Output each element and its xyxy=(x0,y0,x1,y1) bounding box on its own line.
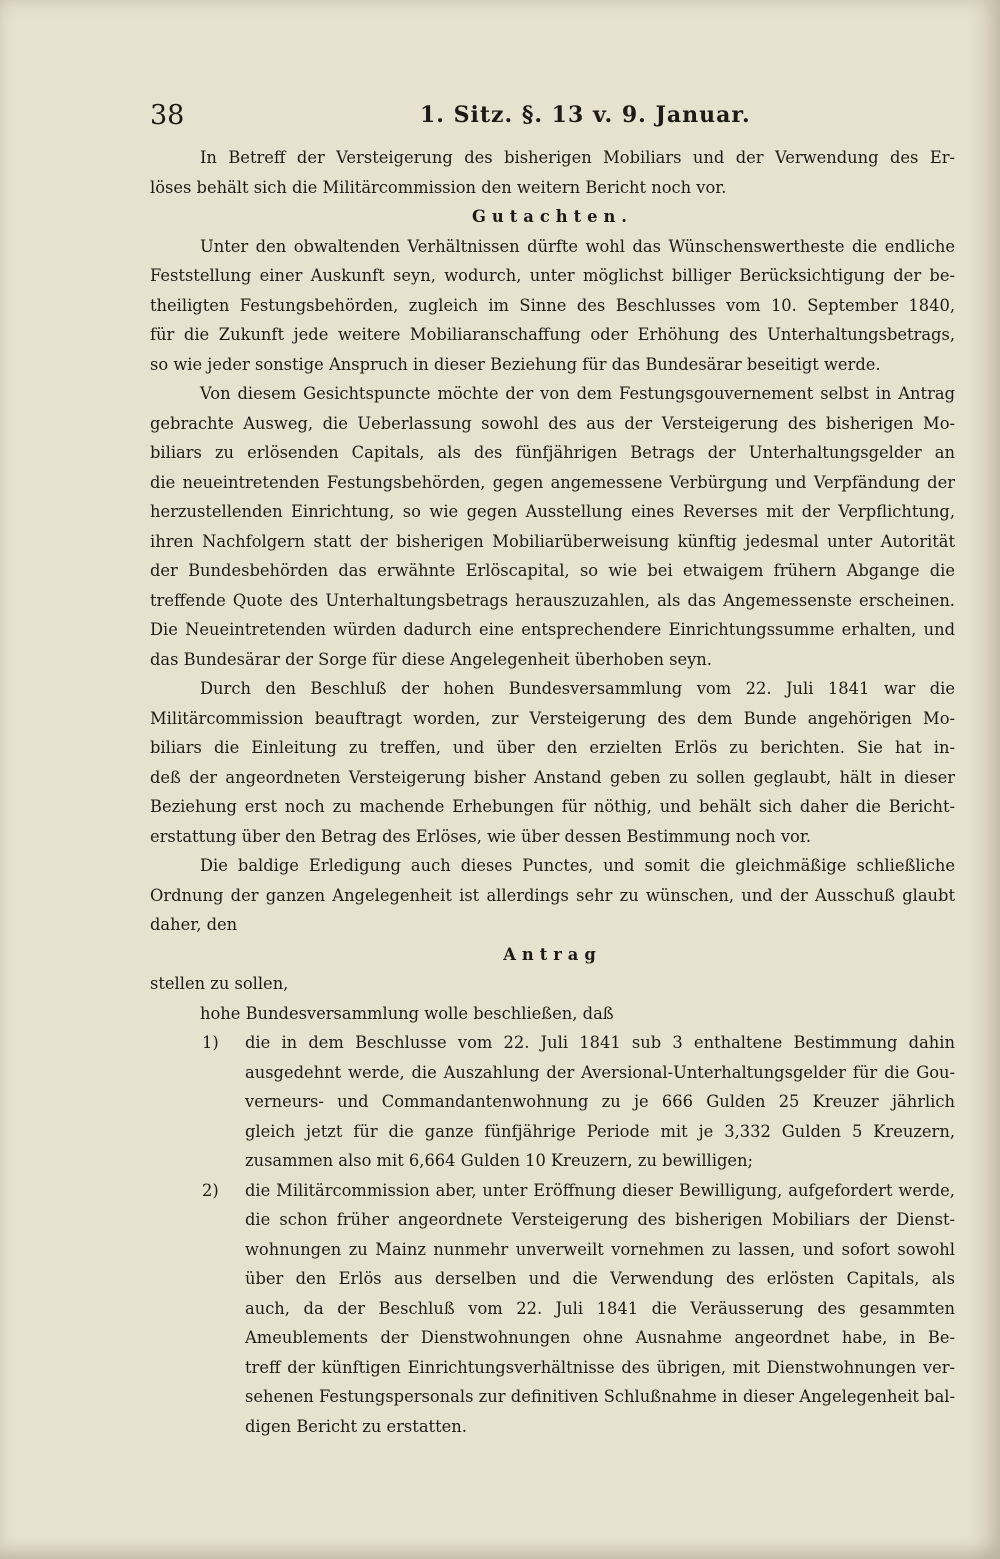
text-line: löses behält sich die Militärcommission den weitern Bericht noch vor. xyxy=(150,177,727,197)
text-line: biliars zu erlösenden Capitals, als des fünfjährigen Betrags der Unterhaltungsgelder an xyxy=(150,443,955,462)
text-line: der Bundesbehörden das erwähnte Erlöscapital, so wie bei etwaigem frühern Abgange die xyxy=(150,561,955,580)
text-line: für die Zukunft jede weitere Mobiliaranschaffung oder Erhöhung des Unterhaltungsbetrags, xyxy=(150,325,955,344)
text-line: gleich jetzt für die ganze fünfjährige Periode mit je 3,332 Gulden 5 Kreuzern, xyxy=(245,1121,955,1141)
text-line: herzustellenden Einrichtung, so wie gegen Ausstellung eines Reverses mit der Verpflichtung, xyxy=(150,502,955,521)
body-text xyxy=(150,143,955,1441)
text-line: verneurs- und Commandantenwohnung zu je 666 Gulden 25 Kreuzer jährlich xyxy=(245,1092,955,1111)
text-line: Die Neueintretenden würden dadurch eine entsprechendere Einrichtungssumme erhalten, und xyxy=(150,620,955,639)
text-line: daher, den xyxy=(150,915,238,934)
page-header xyxy=(150,100,950,140)
text-line: Militärcommission beauftragt worden, zur Versteigerung des dem Bunde angehörigen Mo- xyxy=(150,708,955,728)
text-line: treff der künftigen Einrichtungsverhältnisse des übrigen, mit Dienstwohnungen ver- xyxy=(245,1357,955,1377)
text-line: Unter den obwaltenden Verhältnissen dürfte wohl das Wünschenswertheste die endliche xyxy=(200,236,955,256)
enum-label: 1) xyxy=(202,1033,219,1052)
enum-item-2 xyxy=(150,1176,955,1206)
text-line: digen Bericht zu erstatten. xyxy=(245,1416,467,1436)
text-line: Durch den Beschluß der hohen Bundesversammlung vom 22. Juli 1841 war die xyxy=(200,679,955,698)
section-heading-gutachten: Gutachten. xyxy=(472,207,633,226)
text-line: Ameublements der Dienstwohnungen ohne Ausnahme angeordnet habe, in Be- xyxy=(245,1328,955,1347)
text-line: In Betreff der Versteigerung des bisherigen Mobiliars und der Verwendung des Er- xyxy=(200,148,955,167)
text-line: die in dem Beschlusse vom 22. Juli 1841 sub 3 enthaltene Bestimmung dahin xyxy=(245,1033,955,1052)
text-line: zusammen also mit 6,664 Gulden 10 Kreuzern, zu bewilligen; xyxy=(245,1151,753,1170)
text-line: auch, da der Beschluß vom 22. Juli 1841 die Veräusserung des gesammten xyxy=(245,1298,955,1318)
text-line: Die baldige Erledigung auch dieses Punctes, und somit die gleichmäßige schließliche xyxy=(200,856,955,875)
running-head: 1. Sitz. §. 13 v. 9. Januar. xyxy=(420,102,751,128)
text-line: das Bundesärar der Sorge für diese Angelegenheit überhoben seyn. xyxy=(150,649,712,669)
enum-label: 2) xyxy=(202,1180,219,1200)
text-line: die Militärcommission aber, unter Eröffnung dieser Bewilligung, aufgefordert werde, xyxy=(245,1180,955,1200)
text-line: stellen zu sollen, xyxy=(150,974,289,993)
text-line: die schon früher angeordnete Versteigerung des bisherigen Mobiliars der Dienst- xyxy=(245,1210,955,1229)
text-line: biliars die Einleitung zu treffen, und über den erzielten Erlös zu berichten. Sie hat in- xyxy=(150,738,955,757)
enum-item-1 xyxy=(150,1028,955,1058)
text-line: deß der angeordneten Versteigerung bisher Anstand geben zu sollen geglaubt, hält in dieser xyxy=(150,767,955,787)
text-line: Feststellung einer Auskunft seyn, wodurch, unter möglichst billiger Berücksichtigung der be- xyxy=(150,266,955,285)
text-line: Von diesem Gesichtspuncte möchte der von dem Festungsgouvernement selbst in Antrag xyxy=(200,384,955,403)
text-line: über den Erlös aus derselben und die Verwendung des erlösten Capitals, als xyxy=(245,1269,955,1288)
text-line: sehenen Festungspersonals zur definitiven Schlußnahme in dieser Angelegenheit bal- xyxy=(245,1387,955,1406)
text-line: ihren Nachfolgern statt der bisherigen Mobiliarüberweisung künftig jedesmal unter Autorität xyxy=(150,531,955,551)
text-line: treffende Quote des Unterhaltungsbetrags herauszuzahlen, als das Angemessenste erscheinen. xyxy=(150,590,955,610)
page-number: 38 xyxy=(150,100,185,131)
text-line: theiligten Festungsbehörden, zugleich im Sinne des Beschlusses vom 10. September 1840, xyxy=(150,295,955,315)
text-line: Ordnung der ganzen Angelegenheit ist allerdings sehr zu wünschen, und der Ausschuß glaubt xyxy=(150,885,955,905)
text-line: ausgedehnt werde, die Auszahlung der Aversional-Unterhaltungsgelder für die Gou- xyxy=(245,1062,955,1082)
text-line: Beziehung erst noch zu machende Erhebungen für nöthig, und behält sich daher die Bericht- xyxy=(150,797,955,816)
text-line: erstattung über den Betrag des Erlöses, wie über dessen Bestimmung noch vor. xyxy=(150,826,811,846)
text-line: wohnungen zu Mainz nunmehr unverweilt vornehmen zu lassen, und sofort sowohl xyxy=(245,1239,955,1259)
section-heading-antrag: Antrag xyxy=(503,944,602,964)
text-line: so wie jeder sonstige Anspruch in dieser Beziehung für das Bundesärar beseitigt werde. xyxy=(150,354,881,374)
text-line: die neueintretenden Festungsbehörden, gegen angemessene Verbürgung und Verpfändung der xyxy=(150,472,955,492)
text-line: gebrachte Ausweg, die Ueberlassung sowohl des aus der Versteigerung des bisherigen Mo- xyxy=(150,413,955,433)
text-line: hohe Bundesversammlung wolle beschließen, daß xyxy=(200,1003,614,1023)
